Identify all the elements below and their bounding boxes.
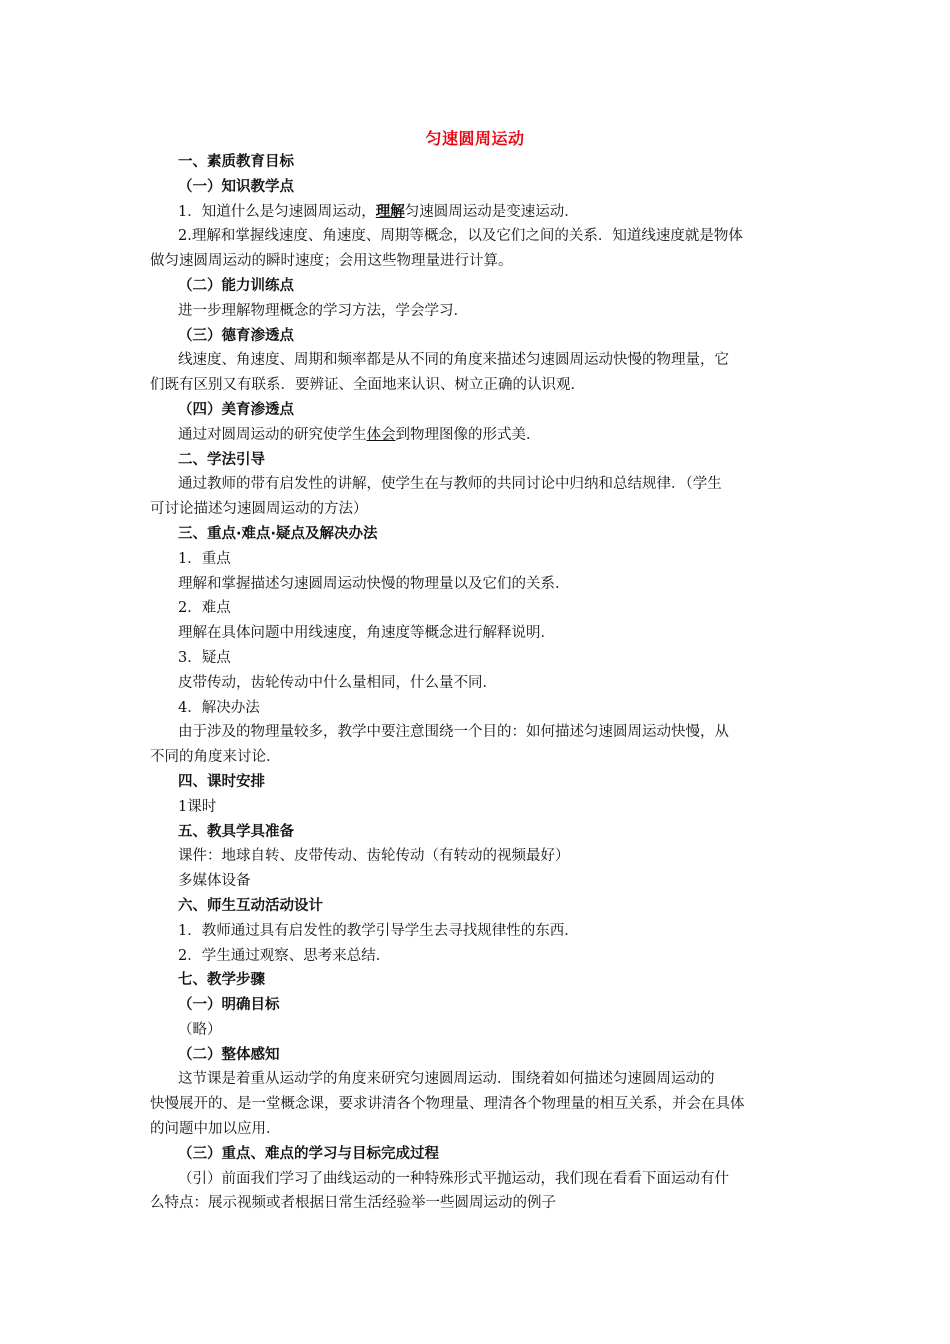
subsection-heading: （二）整体感知 bbox=[178, 1046, 280, 1063]
section-heading: 六、师生互动活动设计 bbox=[178, 897, 323, 914]
paragraph: 课件：地球自转、皮带传动、齿轮传动（有转动的视频最好） bbox=[178, 848, 570, 865]
section-heading: 七、教学步骤 bbox=[178, 972, 265, 989]
item-heading: 4．解决办法 bbox=[178, 699, 260, 716]
section-heading: 三、重点·难点·疑点及解决办法 bbox=[178, 525, 378, 542]
paragraph: 理解在具体问题中用线速度，角速度等概念进行解释说明． bbox=[178, 625, 555, 642]
underlined-term: 体会 bbox=[366, 426, 396, 443]
document-body bbox=[150, 150, 810, 1216]
document-title: 匀速圆周运动 bbox=[425, 129, 525, 148]
paragraph: （引）前面我们学习了曲线运动的一种特殊形式平抛运动，我们现在看看下面运动有什 么特点：展示视频或者根据日常生活经验举一些圆周运动的例子 bbox=[150, 1170, 729, 1212]
paragraph: 这节课是着重从运动学的角度来研究匀速圆周运动．围绕着如何描述匀速圆周运动的 快慢展开的、是一堂概念课，要求讲清各个物理量、理清各个物理量的相互关系，并会在具体 的问题中加以应用． bbox=[150, 1071, 745, 1138]
item-heading: 3．疑点 bbox=[178, 649, 231, 666]
section-heading: 二、学法引导 bbox=[178, 451, 265, 468]
section-heading: 五、教具学具准备 bbox=[178, 823, 294, 840]
paragraph: 皮带传动，齿轮传动中什么量相同，什么量不同． bbox=[178, 674, 497, 691]
subsection-heading: （四）美育渗透点 bbox=[178, 401, 294, 418]
paragraph: 由于涉及的物理量较多，教学中要注意围绕一个目的：如何描述匀速圆周运动快慢，从 不同的角度来讨论． bbox=[150, 724, 729, 766]
paragraph: 进一步理解物理概念的学习方法，学会学习． bbox=[178, 302, 468, 319]
section-heading: 四、课时安排 bbox=[178, 773, 265, 790]
paragraph: 2．学生通过观察、思考来总结． bbox=[178, 947, 391, 964]
subsection-heading: （二）能力训练点 bbox=[178, 277, 294, 294]
paragraph: 多媒体设备 bbox=[178, 873, 251, 890]
paragraph: 2.理解和掌握线速度、角速度、周期等概念，以及它们之间的关系．知道线速度就是物体 做匀速圆周运动的瞬时速度；会用这些物理量进行计算。 bbox=[150, 228, 743, 270]
paragraph: 通过对圆周运动的研究使学生体会到物理图像的形式美． bbox=[178, 426, 541, 443]
subsection-heading: （三）重点、难点的学习与目标完成过程 bbox=[178, 1145, 439, 1162]
paragraph: 理解和掌握描述匀速圆周运动快慢的物理量以及它们的关系． bbox=[178, 575, 570, 592]
subsection-heading: （一）明确目标 bbox=[178, 997, 280, 1014]
subsection-heading: （三）德育渗透点 bbox=[178, 327, 294, 344]
subsection-heading: （一）知识教学点 bbox=[178, 178, 294, 195]
underlined-term: 理解 bbox=[375, 203, 405, 220]
paragraph: 通过教师的带有启发性的讲解，使学生在与教师的共同讨论中归纳和总结规律．（学生 可讨论描述匀速圆周运动的方法） bbox=[150, 476, 722, 518]
section-heading: 一、素质教育目标 bbox=[178, 154, 294, 170]
paragraph: （略） bbox=[178, 1021, 222, 1038]
paragraph: 1．教师通过具有启发性的教学引导学生去寻找规律性的东西． bbox=[178, 922, 579, 939]
paragraph: 1课时 bbox=[178, 798, 217, 815]
item-heading: 2．难点 bbox=[178, 600, 231, 617]
paragraph: 线速度、角速度、周期和频率都是从不同的角度来描述匀速圆周运动快慢的物理量，它 们既有区别又有联系．要辨证、全面地来认识、树立正确的认识观． bbox=[150, 352, 729, 394]
item-heading: 1．重点 bbox=[178, 550, 231, 567]
paragraph: 1．知道什么是匀速圆周运动，理解匀速圆周运动是变速运动． bbox=[178, 203, 579, 220]
